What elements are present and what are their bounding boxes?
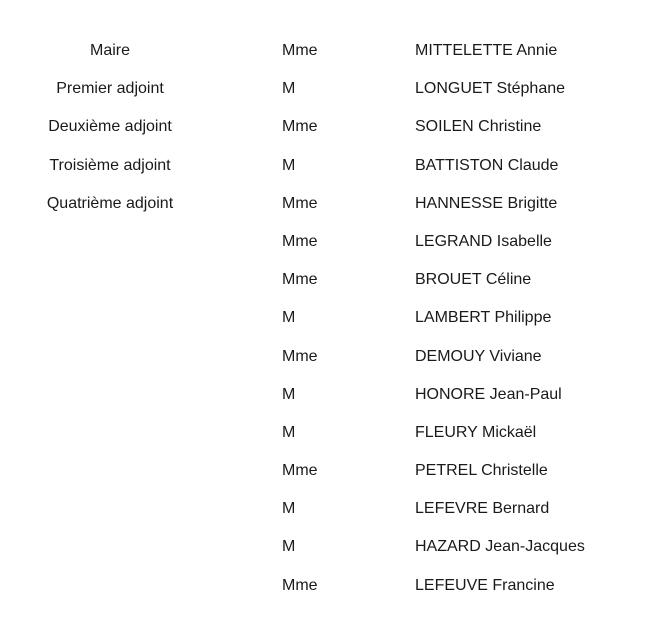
- member-civility: Mme: [282, 42, 318, 59]
- member-name: LEGRAND Isabelle: [415, 232, 552, 250]
- member-row: [0, 308, 666, 346]
- member-name: LONGUET Stéphane: [415, 80, 566, 98]
- member-name: HAZARD Jean-Jacques: [415, 538, 585, 556]
- member-name: HANNESSE Brigitte: [415, 194, 558, 212]
- member-name: LEFEUVE Francine: [415, 576, 555, 594]
- member-civility: Mme: [282, 118, 318, 136]
- member-name: FLEURY Mickaël: [415, 423, 537, 441]
- member-row: [0, 270, 666, 308]
- member-civility: M: [282, 423, 296, 441]
- member-civility: M: [282, 309, 296, 327]
- member-row: [0, 232, 666, 270]
- member-role: Troisième adjoint: [49, 156, 171, 174]
- member-row: [0, 117, 666, 155]
- member-name: BATTISTON Claude: [415, 156, 559, 174]
- member-name: HONORE Jean-Paul: [415, 385, 562, 403]
- member-civility: Mme: [282, 462, 318, 480]
- member-name: SOILEN Christine: [415, 118, 542, 136]
- member-row: [0, 499, 666, 537]
- member-name: LAMBERT Philippe: [415, 309, 552, 327]
- member-role: Maire: [89, 42, 130, 59]
- member-civility: Mme: [282, 576, 318, 594]
- member-row: [0, 79, 666, 117]
- member-row: [0, 461, 666, 499]
- member-row: [0, 347, 666, 385]
- member-row: [0, 576, 666, 614]
- member-role: Premier adjoint: [56, 80, 164, 98]
- member-civility: M: [282, 385, 296, 403]
- member-role: Quatrième adjoint: [46, 194, 174, 212]
- member-row: [0, 194, 666, 232]
- member-civility: Mme: [282, 194, 318, 212]
- member-civility: Mme: [282, 347, 318, 365]
- member-row: [0, 41, 666, 79]
- member-row: [0, 423, 666, 461]
- council-members-list: [0, 41, 666, 614]
- member-name: DEMOUY Viviane: [415, 347, 542, 365]
- member-row: [0, 537, 666, 575]
- member-row: [0, 156, 666, 194]
- member-name: PETREL Christelle: [415, 462, 548, 480]
- member-civility: M: [282, 156, 296, 174]
- member-civility: M: [282, 500, 296, 518]
- member-name: BROUET Céline: [415, 271, 532, 289]
- member-role: Deuxième adjoint: [48, 118, 172, 136]
- member-row: [0, 385, 666, 423]
- member-civility: M: [282, 538, 296, 556]
- member-civility: Mme: [282, 232, 318, 250]
- member-name: LEFEVRE Bernard: [415, 500, 550, 518]
- member-civility: M: [282, 80, 296, 98]
- member-name: MITTELETTE Annie: [415, 42, 558, 59]
- member-civility: Mme: [282, 271, 318, 289]
